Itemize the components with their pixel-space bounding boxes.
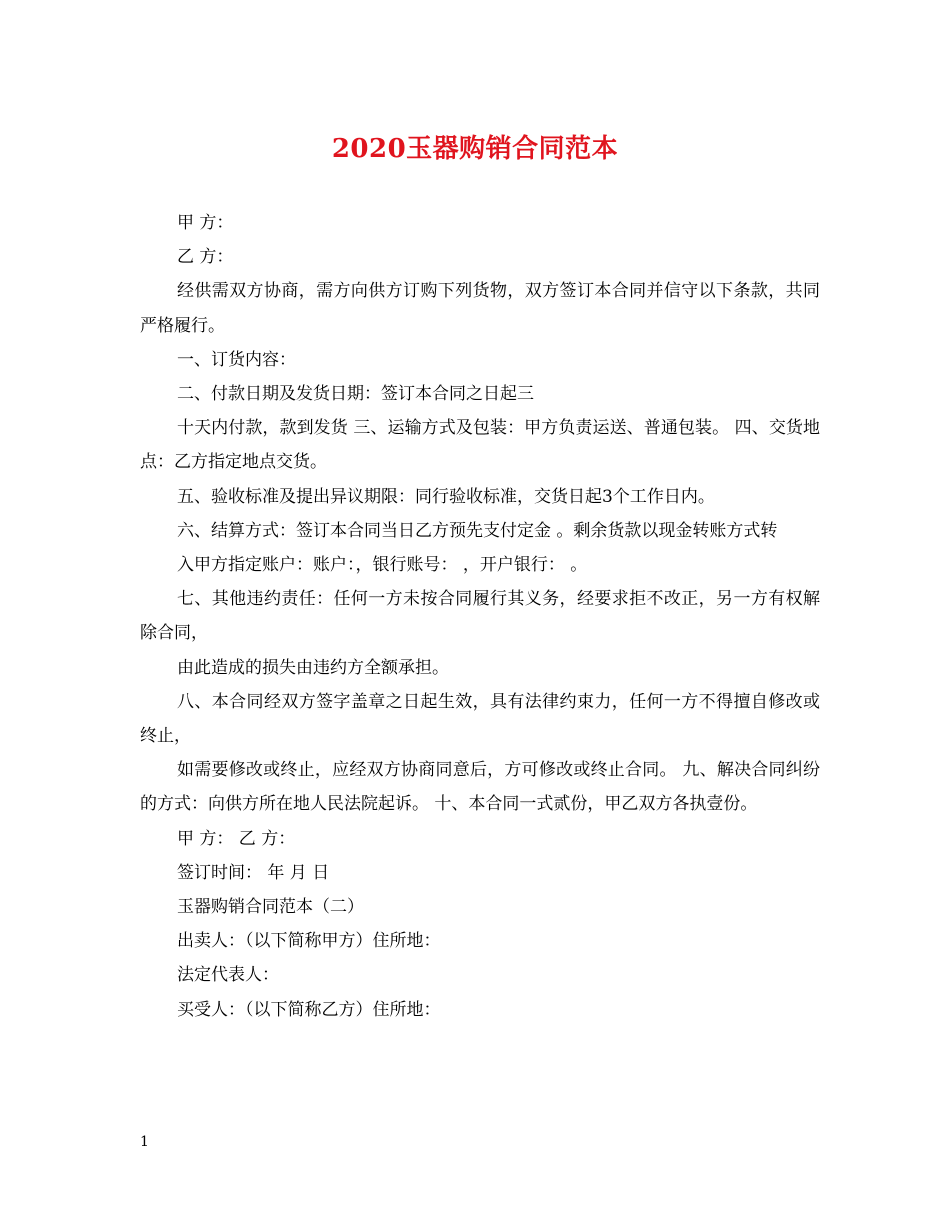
party-b-label: 乙 方： bbox=[177, 247, 234, 268]
clause-2-payment-delivery: 二、付款日期及发货日期：签订本合同之日起三 bbox=[177, 384, 534, 405]
clause-1-order-content: 一、订货内容： bbox=[177, 349, 296, 370]
document-title: 2020玉器购销合同范本 bbox=[331, 134, 619, 164]
legal-representative: 法定代表人： bbox=[177, 965, 279, 986]
section-heading-sample-two: 玉器购销合同范本（二） bbox=[177, 897, 364, 918]
clause-6-account-info: 入甲方指定账户：账户：，银行账号： ，开户银行： 。 bbox=[177, 555, 588, 576]
clause-8-effectiveness: 八、本合同经双方签字盖章之日起生效，具有法律约束力，任何一方不得擅自修改或终止， bbox=[140, 691, 820, 747]
clause-7-liability: 由此造成的损失由违约方全额承担。 bbox=[177, 657, 449, 678]
clause-8-10-modification-disputes: 如需要修改或终止，应经双方协商同意后，方可修改或终止合同。 九、解决合同纠纷的方式：向供方所在地人民法院起诉。 十、本合同一式贰份，甲乙双方各执壹份。 bbox=[140, 760, 820, 815]
clause-7-breach: 七、其他违约责任：任何一方未按合同履行其义务，经要求拒不改正，另一方有权解除合同， bbox=[140, 589, 820, 644]
signing-date: 签订时间： 年 月 日 bbox=[177, 862, 330, 883]
signature-parties: 甲 方： 乙 方： bbox=[177, 828, 296, 849]
document-body bbox=[140, 206, 820, 1027]
clause-3-4-transport-delivery: 十天内付款，款到发货 三、运输方式及包装：甲方负责运送、普通包装。 四、交货地点：乙方指定地点交货。 bbox=[140, 418, 820, 473]
party-a-label: 甲 方： bbox=[177, 213, 234, 233]
preamble-paragraph: 经供需双方协商，需方向供方订购下列货物，双方签订本合同并信守以下条款，共同严格履行。 bbox=[140, 281, 820, 336]
buyer-info: 买受人：（以下简称乙方）住所地： bbox=[177, 999, 441, 1020]
clause-5-inspection: 五、验收标准及提出异议期限：同行验收标准，交货日起3个工作日内。 bbox=[177, 486, 715, 507]
clause-6-settlement: 六、结算方式：签订本合同当日乙方预先支付定金 。剩余货款以现金转账方式转 bbox=[177, 520, 778, 541]
page-number: 1 bbox=[140, 1134, 149, 1150]
seller-info: 出卖人：（以下简称甲方）住所地： bbox=[177, 931, 441, 952]
